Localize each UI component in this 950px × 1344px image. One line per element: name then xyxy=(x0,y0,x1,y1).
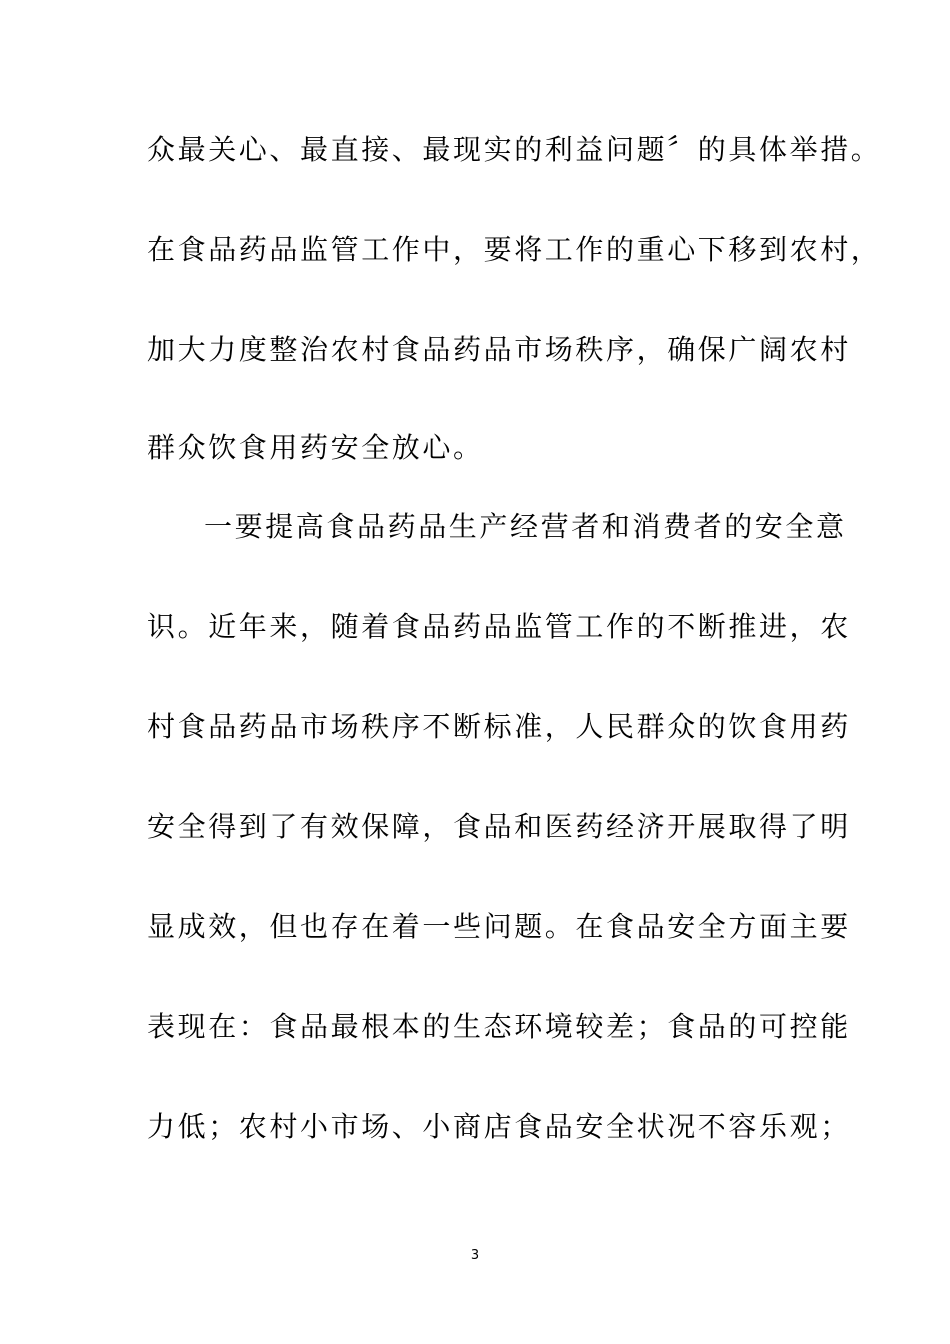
text-line-1: 众最关心、最直接、最现实的利益问题〞的具体举措。 xyxy=(147,133,882,166)
text-line-9: 显成效，但也存在着一些问题。在食品安全方面主要 xyxy=(147,910,851,943)
text-line-10: 表现在：食品最根本的生态环境较差；食品的可控能 xyxy=(147,1010,851,1043)
text-line-8: 安全得到了有效保障，食品和医药经济开展取得了明 xyxy=(147,810,851,843)
text-line-7: 村食品药品市场秩序不断标准，人民群众的饮食用药 xyxy=(147,710,851,743)
text-line-4: 群众饮食用药安全放心。 xyxy=(147,431,484,464)
text-line-3: 加大力度整治农村食品药品市场秩序，确保广阔农村 xyxy=(147,333,851,366)
text-line-6: 识。近年来，随着食品药品监管工作的不断推进，农 xyxy=(147,610,851,643)
text-line-5-paragraph-start: 一要提高食品药品生产经营者和消费者的安全意 xyxy=(204,510,847,543)
page-number: 3 xyxy=(470,1248,480,1263)
text-line-2: 在食品药品监管工作中，要将工作的重心下移到农村， xyxy=(147,233,882,266)
text-line-11: 力低；农村小市场、小商店食品安全状况不容乐观； xyxy=(147,1110,851,1143)
